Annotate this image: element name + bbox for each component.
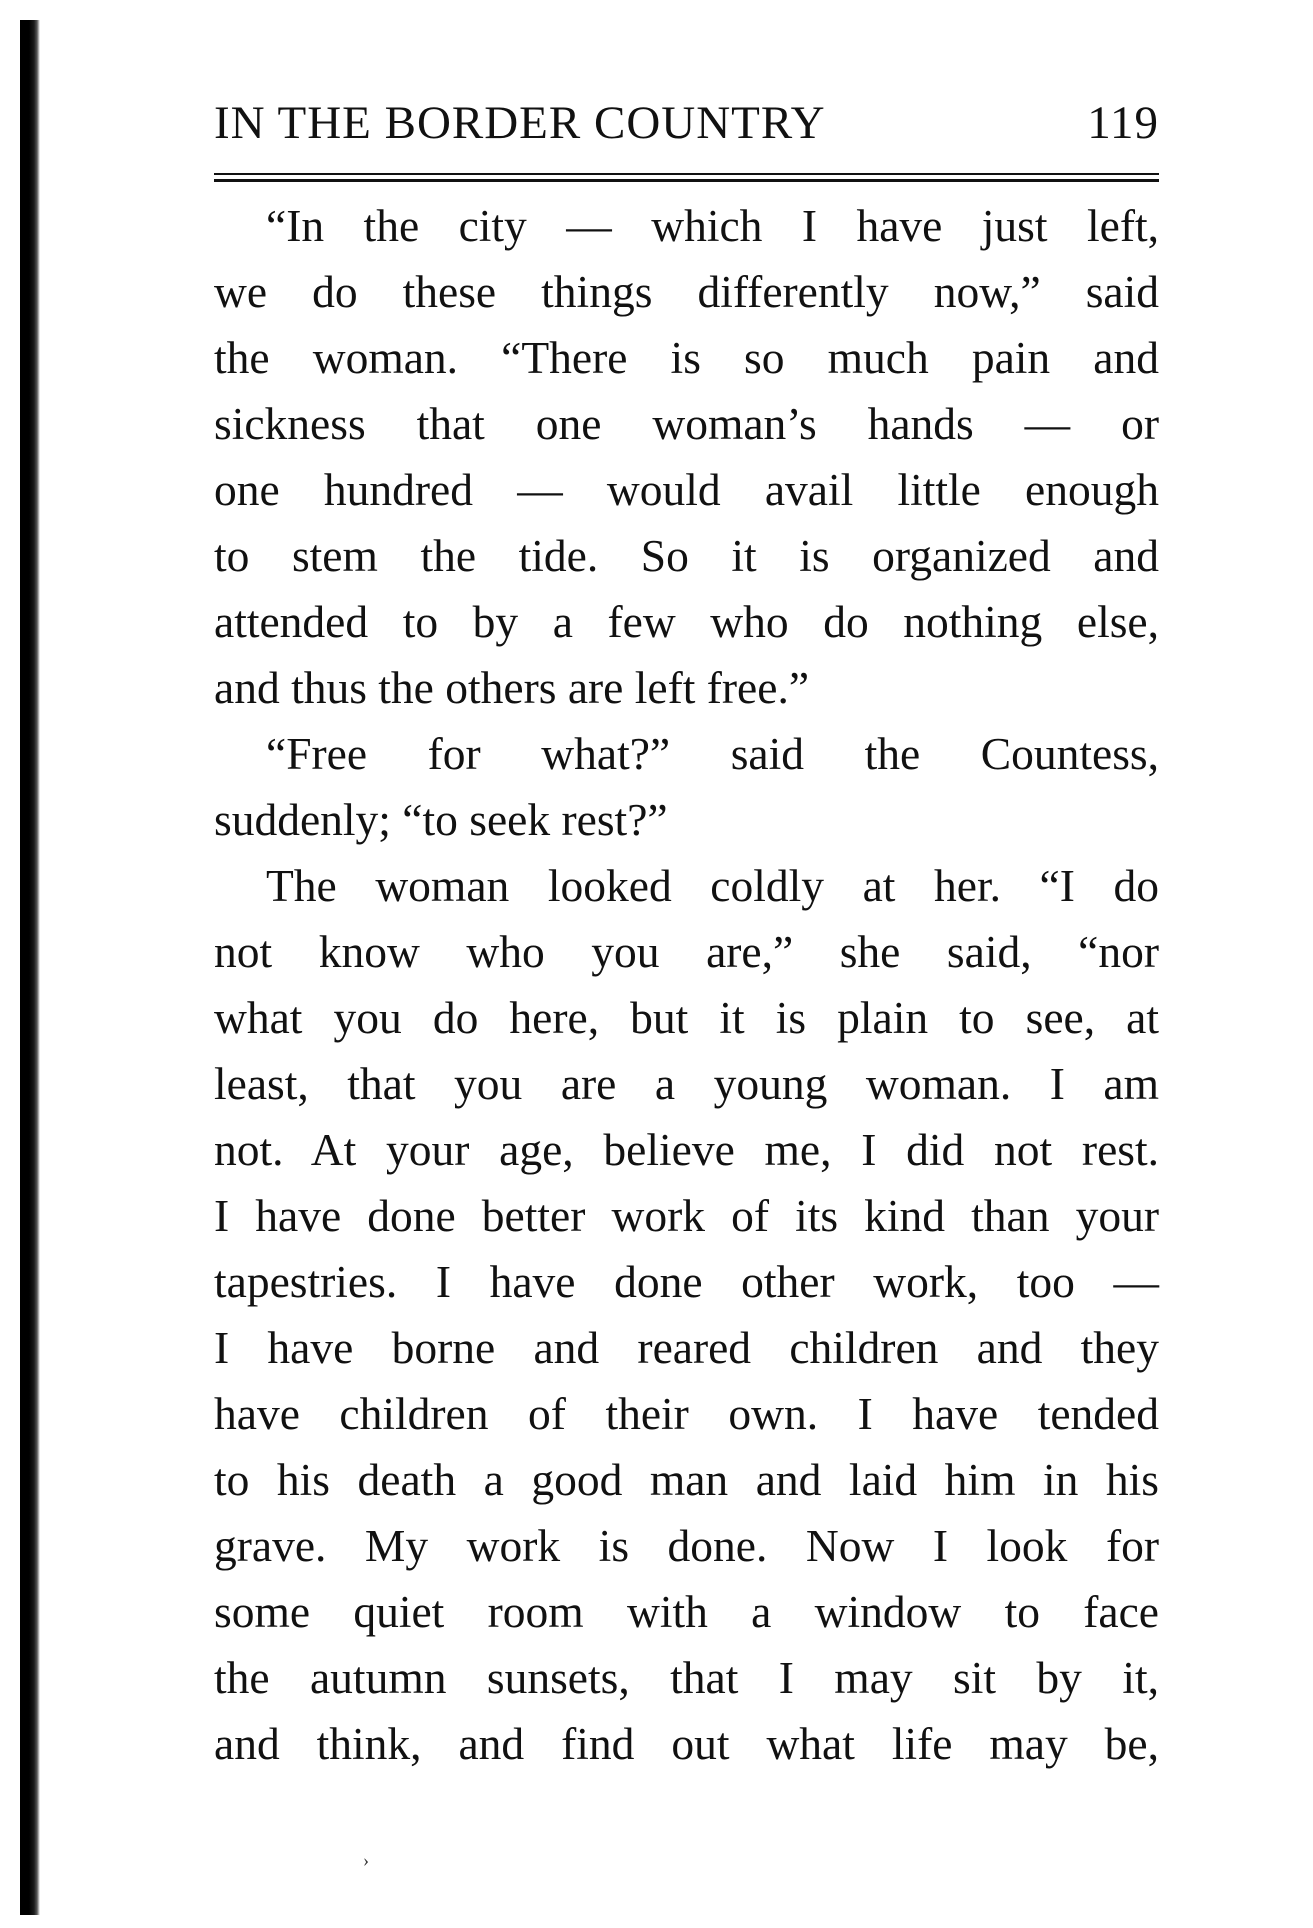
running-head-title: IN THE BORDER COUNTRY	[214, 97, 826, 149]
text-line: the woman. “There is so much pain and	[214, 332, 1159, 383]
text-line: least, that you are a young woman. I am	[214, 1058, 1159, 1109]
text-line: not. At your age, believe me, I did not rest.	[214, 1124, 1159, 1175]
body-text	[214, 193, 1159, 1777]
text-line: and thus the others are left free.”	[214, 662, 810, 713]
text-line: I have borne and reared children and they	[214, 1322, 1159, 1373]
text-line: sickness that one woman’s hands — or	[214, 398, 1159, 449]
book-gutter-edge	[20, 20, 40, 1915]
text-line: some quiet room with a window to face	[214, 1586, 1159, 1637]
text-line: grave. My work is done. Now I look for	[214, 1520, 1159, 1571]
text-line: one hundred — would avail little enough	[214, 464, 1159, 515]
header-double-rule	[214, 173, 1159, 183]
text-line: to stem the tide. So it is organized and	[214, 530, 1159, 581]
text-line: the autumn sunsets, that I may sit by it,	[214, 1652, 1159, 1703]
text-line: “In the city — which I have just left,	[266, 200, 1159, 251]
text-line: “Free for what?” said the Countess,	[266, 728, 1159, 779]
text-line: not know who you are,” she said, “nor	[214, 926, 1159, 977]
text-line: have children of their own. I have tended	[214, 1388, 1159, 1439]
text-line: suddenly; “to seek rest?”	[214, 794, 668, 845]
book-page	[214, 97, 1159, 1777]
running-head	[214, 97, 1159, 173]
printer-mark: ›	[363, 1850, 369, 1870]
text-line: The woman looked coldly at her. “I do	[266, 860, 1159, 911]
text-line: we do these things differently now,” said	[214, 266, 1159, 317]
text-line: to his death a good man and laid him in his	[214, 1454, 1159, 1505]
page-number: 119	[1087, 97, 1159, 149]
text-line: attended to by a few who do nothing else,	[214, 596, 1159, 647]
text-line: I have done better work of its kind than your	[214, 1190, 1159, 1241]
text-line: tapestries. I have done other work, too —	[214, 1256, 1159, 1307]
text-line: and think, and find out what life may be,	[214, 1718, 1159, 1769]
text-line: what you do here, but it is plain to see, at	[214, 992, 1159, 1043]
